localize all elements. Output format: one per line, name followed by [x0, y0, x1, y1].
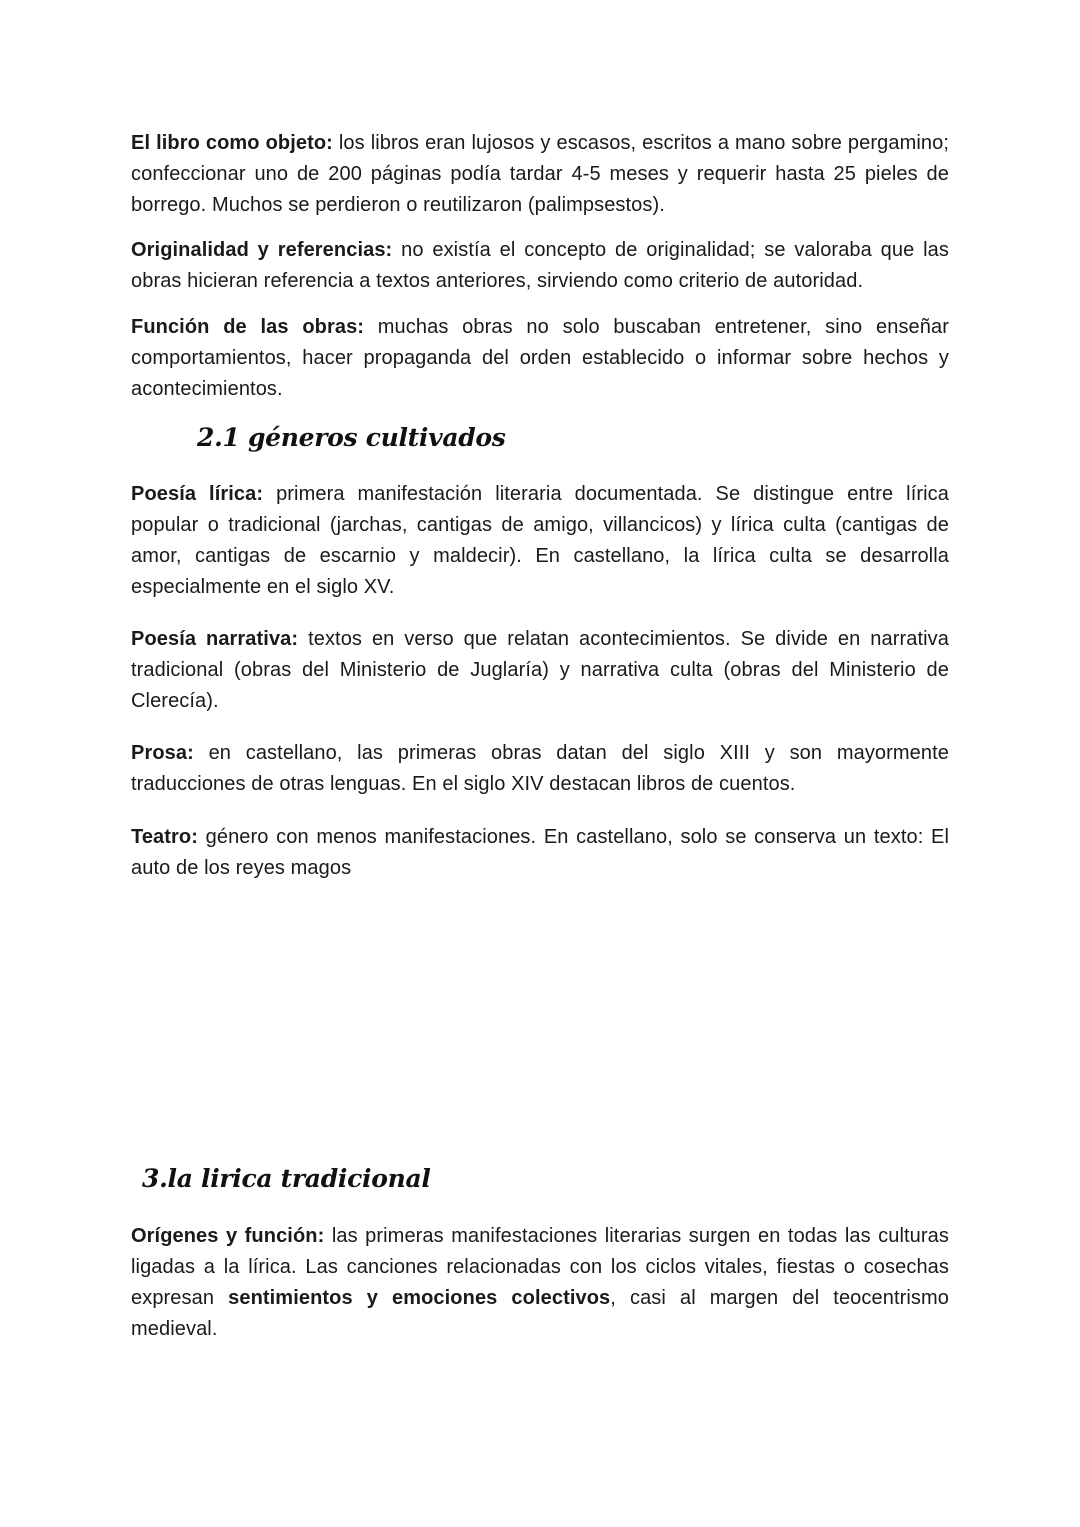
paragraph-text: muchas obras no solo buscaban entretener, sino enseñar comportamientos, hacer propaganda del orden establecido o informar sobre hechos y acontecimientos. — [131, 316, 949, 400]
paragraph-term: Orígenes y función: — [131, 1225, 325, 1247]
paragraph-poesia-lirica — [131, 479, 949, 603]
paragraph-text: los libros eran lujosos y escasos, escritos a mano sobre pergamino; confeccionar uno de 200 páginas podía tardar 4-5 meses y requerir hasta 25 pieles de borrego. Muchos se perdieron o reutilizaron (palimpsestos). — [131, 132, 949, 216]
paragraph-text: primera manifestación literaria documentada. Se distingue entre lírica popular o tradicional (jarchas, cantigas de amigo, villancicos) y lírica culta (cantigas de amor, cantigas de escarnio y maldecir). En castellano, la lírica culta se desarrolla especialmente en el siglo XV. — [131, 483, 949, 598]
paragraph-text: , casi al margen del teocentrismo medieval. — [131, 1287, 949, 1340]
paragraph-originalidad — [131, 235, 949, 297]
paragraph-text: no existía el concepto de originalidad; se valoraba que las obras hicieran referencia a textos anteriores, sirviendo como criterio de autoridad. — [131, 239, 949, 292]
paragraph-text: textos en verso que relatan acontecimientos. Se divide en narrativa tradicional (obras del Ministerio de Juglaría) y narrativa culta (obras del Ministerio de Clerecía). — [131, 628, 949, 712]
paragraph-origenes-funcion — [131, 1221, 949, 1345]
paragraph-text: en castellano, las primeras obras datan del siglo XIII y son mayormente traducciones de otras lenguas. En el siglo XIV destacan libros de cuentos. — [131, 742, 949, 795]
paragraph-term: Prosa: — [131, 742, 194, 764]
paragraph-prosa — [131, 738, 949, 800]
paragraph-term: Poesía lírica: — [131, 483, 264, 505]
paragraph-term: Originalidad y referencias: — [131, 239, 393, 261]
paragraph-term: El libro como objeto: — [131, 132, 333, 154]
paragraph-term: Función de las obras: — [131, 316, 365, 338]
paragraph-emphasis: sentimientos y emociones colectivos — [228, 1287, 611, 1309]
paragraph-term: Poesía narrativa: — [131, 628, 299, 650]
paragraph-poesia-narrativa — [131, 624, 949, 717]
paragraph-libro-objeto — [131, 128, 949, 221]
section-heading-lirica-tradicional: 3.la lirica tradicional — [142, 1164, 431, 1193]
paragraph-funcion-obras — [131, 312, 949, 405]
section-heading-generos: 2.1 géneros cultivados — [197, 423, 506, 452]
paragraph-text: género con menos manifestaciones. En castellano, solo se conserva un texto: El auto de los reyes magos — [131, 826, 949, 879]
paragraph-teatro — [131, 822, 949, 884]
paragraph-term: Teatro: — [131, 826, 198, 848]
paragraph-text: las primeras manifestaciones literarias surgen en todas las culturas ligadas a la lírica. Las canciones relacionadas con los ciclos vitales, fiestas o cosechas expresan — [131, 1225, 949, 1309]
